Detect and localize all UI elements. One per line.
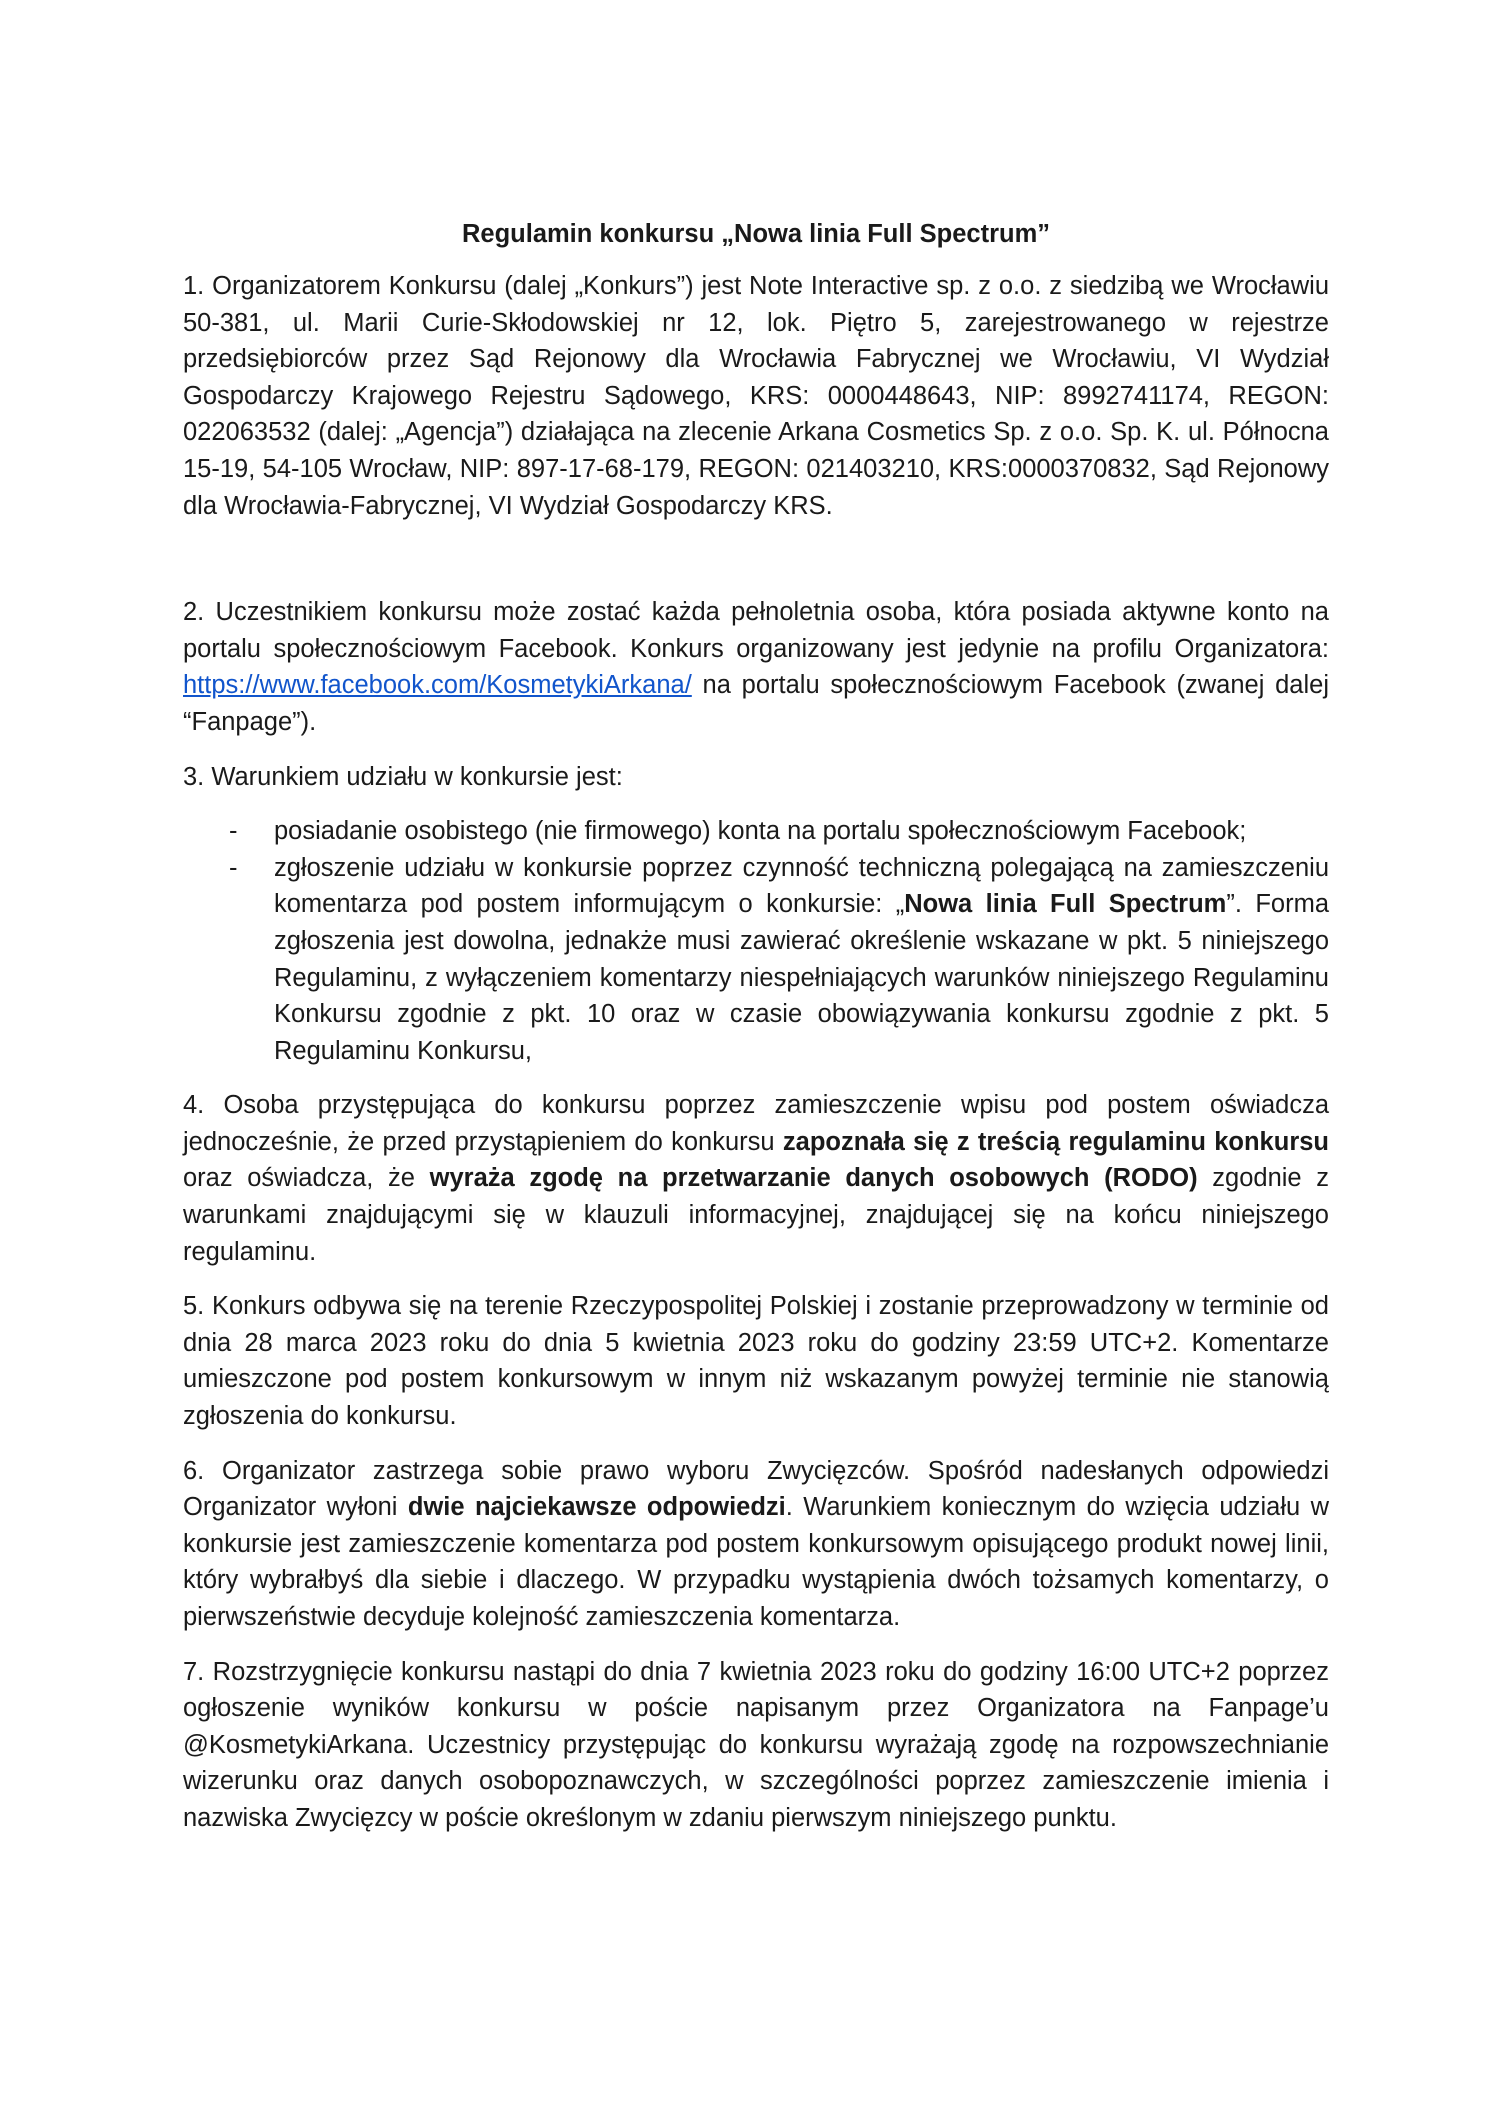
paragraph-5-dates: 5. Konkurs odbywa się na terenie Rzeczypospolitej Polskiej i zostanie przeprowadzony w terminie od dnia 28 marca 2023 roku do dnia 5 kwietnia 2023 roku do godziny 23:59 UTC+2. Komentarze umieszczone pod postem konkursowym w innym niż wskazanym powyżej terminie nie stanowią zgłoszenia do konkursu.	[183, 1292, 1329, 1431]
facebook-fanpage-link[interactable]: https://www.facebook.com/KosmetykiArkana/	[183, 671, 692, 700]
paragraph-6-text-b: . Warunkiem koniecznym do wzięcia udziału w konkursie jest zamieszczenie komentarza pod postem konkursowym opisującego produkt nowej linii, który wybrałbyś dla siebie i dlaczego. W przypadku wystąpienia dwóch tożsamych komentarzy, o pierwszeństwie decyduje kolejność zamieszczenia komentarza.	[183, 1493, 1329, 1631]
paragraph-2-text-b: na portalu społecznościowym Facebook (zwanej dalej “Fanpage”).	[183, 671, 1329, 736]
contest-name-bold: Nowa linia Full Spectrum	[904, 890, 1227, 919]
paragraph-7-results: 7. Rozstrzygnięcie konkursu nastąpi do dnia 7 kwietnia 2023 roku do godziny 16:00 UTC+2 poprzez ogłoszenie wyników konkursu w poście napisanym przez Organizatora na Fanpage’u @KosmetykiArkana. Uczestnicy przystępując do konkursu wyrażają zgodę na rozpowszechnianie wizerunku oraz danych osobopoznawczych, w szczególności poprzez zamieszczenie imienia i nazwiska Zwycięzcy w poście określonym w zdaniu pierwszym niniejszego punktu.	[183, 1657, 1329, 1832]
paragraph-4-text-a: 4. Osoba przystępująca do konkursu poprzez zamieszczenie wpisu pod postem oświadcza jednocześnie, że przed przystąpieniem do konkursu	[183, 1091, 1329, 1156]
paragraph-4-bold-2: wyraża zgodę na przetwarzanie danych osobowych (RODO)	[429, 1164, 1198, 1193]
document-page	[183, 216, 1329, 1837]
paragraph-4-consent	[183, 1087, 1329, 1270]
paragraph-6-winners	[183, 1453, 1329, 1636]
paragraph-2-participants	[183, 594, 1329, 740]
condition-item-1	[183, 813, 1329, 850]
paragraph-4-text-c: zgodnie z warunkami znajdującymi się w klauzuli informacyjnej, znajdującej się na końcu niniejszego regulaminu.	[183, 1164, 1329, 1266]
bullet-dash: -	[229, 817, 238, 846]
condition-text-2b: ”. Forma zgłoszenia jest dowolna, jednakże musi zawierać określenie wskazane w pkt. 5 niniejszego Regulaminu, z wyłączeniem komentarzy niespełniających warunków niniejszego Regulaminu Konkursu zgodnie z pkt. 10 oraz w czasie obowiązywania konkursu zgodnie z pkt. 5 Regulaminu Konkursu,	[274, 890, 1329, 1065]
condition-text-1: posiadanie osobistego (nie firmowego) konta na portalu społecznościowym Facebook;	[274, 817, 1247, 846]
condition-text-2a: zgłoszenie udziału w konkursie poprzez czynność techniczną polegającą na zamieszczeniu komentarza pod postem informującym o konkursie: „	[274, 853, 1329, 919]
paragraph-4-bold-1: zapoznała się z treścią regulaminu konkursu	[782, 1127, 1329, 1156]
bullet-dash: -	[229, 853, 238, 882]
paragraph-4-text-b: oraz oświadcza, że	[183, 1164, 430, 1193]
paragraph-1-organizer: 1. Organizatorem Konkursu (dalej „Konkurs”) jest Note Interactive sp. z o.o. z siedzibą we Wrocławiu 50-381, ul. Marii Curie-Skłodowskiej nr 12, lok. Piętro 5, zarejestrowanego w rejestrze przedsiębiorców przez Sąd Rejonowy dla Wrocławia Fabrycznej we Wrocławiu, VI Wydział Gospodarczy Krajowego Rejestru Sądowego, KRS: 0000448643, NIP: 8992741174, REGON: 022063532 (dalej: „Agencja”) działająca na zlecenie Arkana Cosmetics Sp. z o.o. Sp. K. ul. Północna 15-19, 54-105 Wrocław, NIP: 897-17-68-179, REGON: 021403210, KRS:0000370832, Sąd Rejonowy dla Wrocławia-Fabrycznej, VI Wydział Gospodarczy KRS.	[183, 272, 1329, 520]
paragraph-6-bold: dwie najciekawsze odpowiedzi	[407, 1493, 786, 1522]
conditions-list	[183, 813, 1329, 1069]
document-title: Regulamin konkursu „Nowa linia Full Spectrum”	[461, 220, 1050, 248]
condition-item-2	[183, 850, 1329, 1070]
paragraph-2-text-a: 2. Uczestnikiem konkursu może zostać każda pełnoletnia osoba, która posiada aktywne konto na portalu społecznościowym Facebook. Konkurs organizowany jest jedynie na profilu Organizatora:	[183, 598, 1329, 663]
paragraph-6-text-a: 6. Organizator zastrzega sobie prawo wyboru Zwycięzców. Spośród nadesłanych odpowiedzi Organizator wyłoni	[183, 1456, 1329, 1522]
paragraph-3-intro: 3. Warunkiem udziału w konkursie jest:	[183, 762, 623, 791]
